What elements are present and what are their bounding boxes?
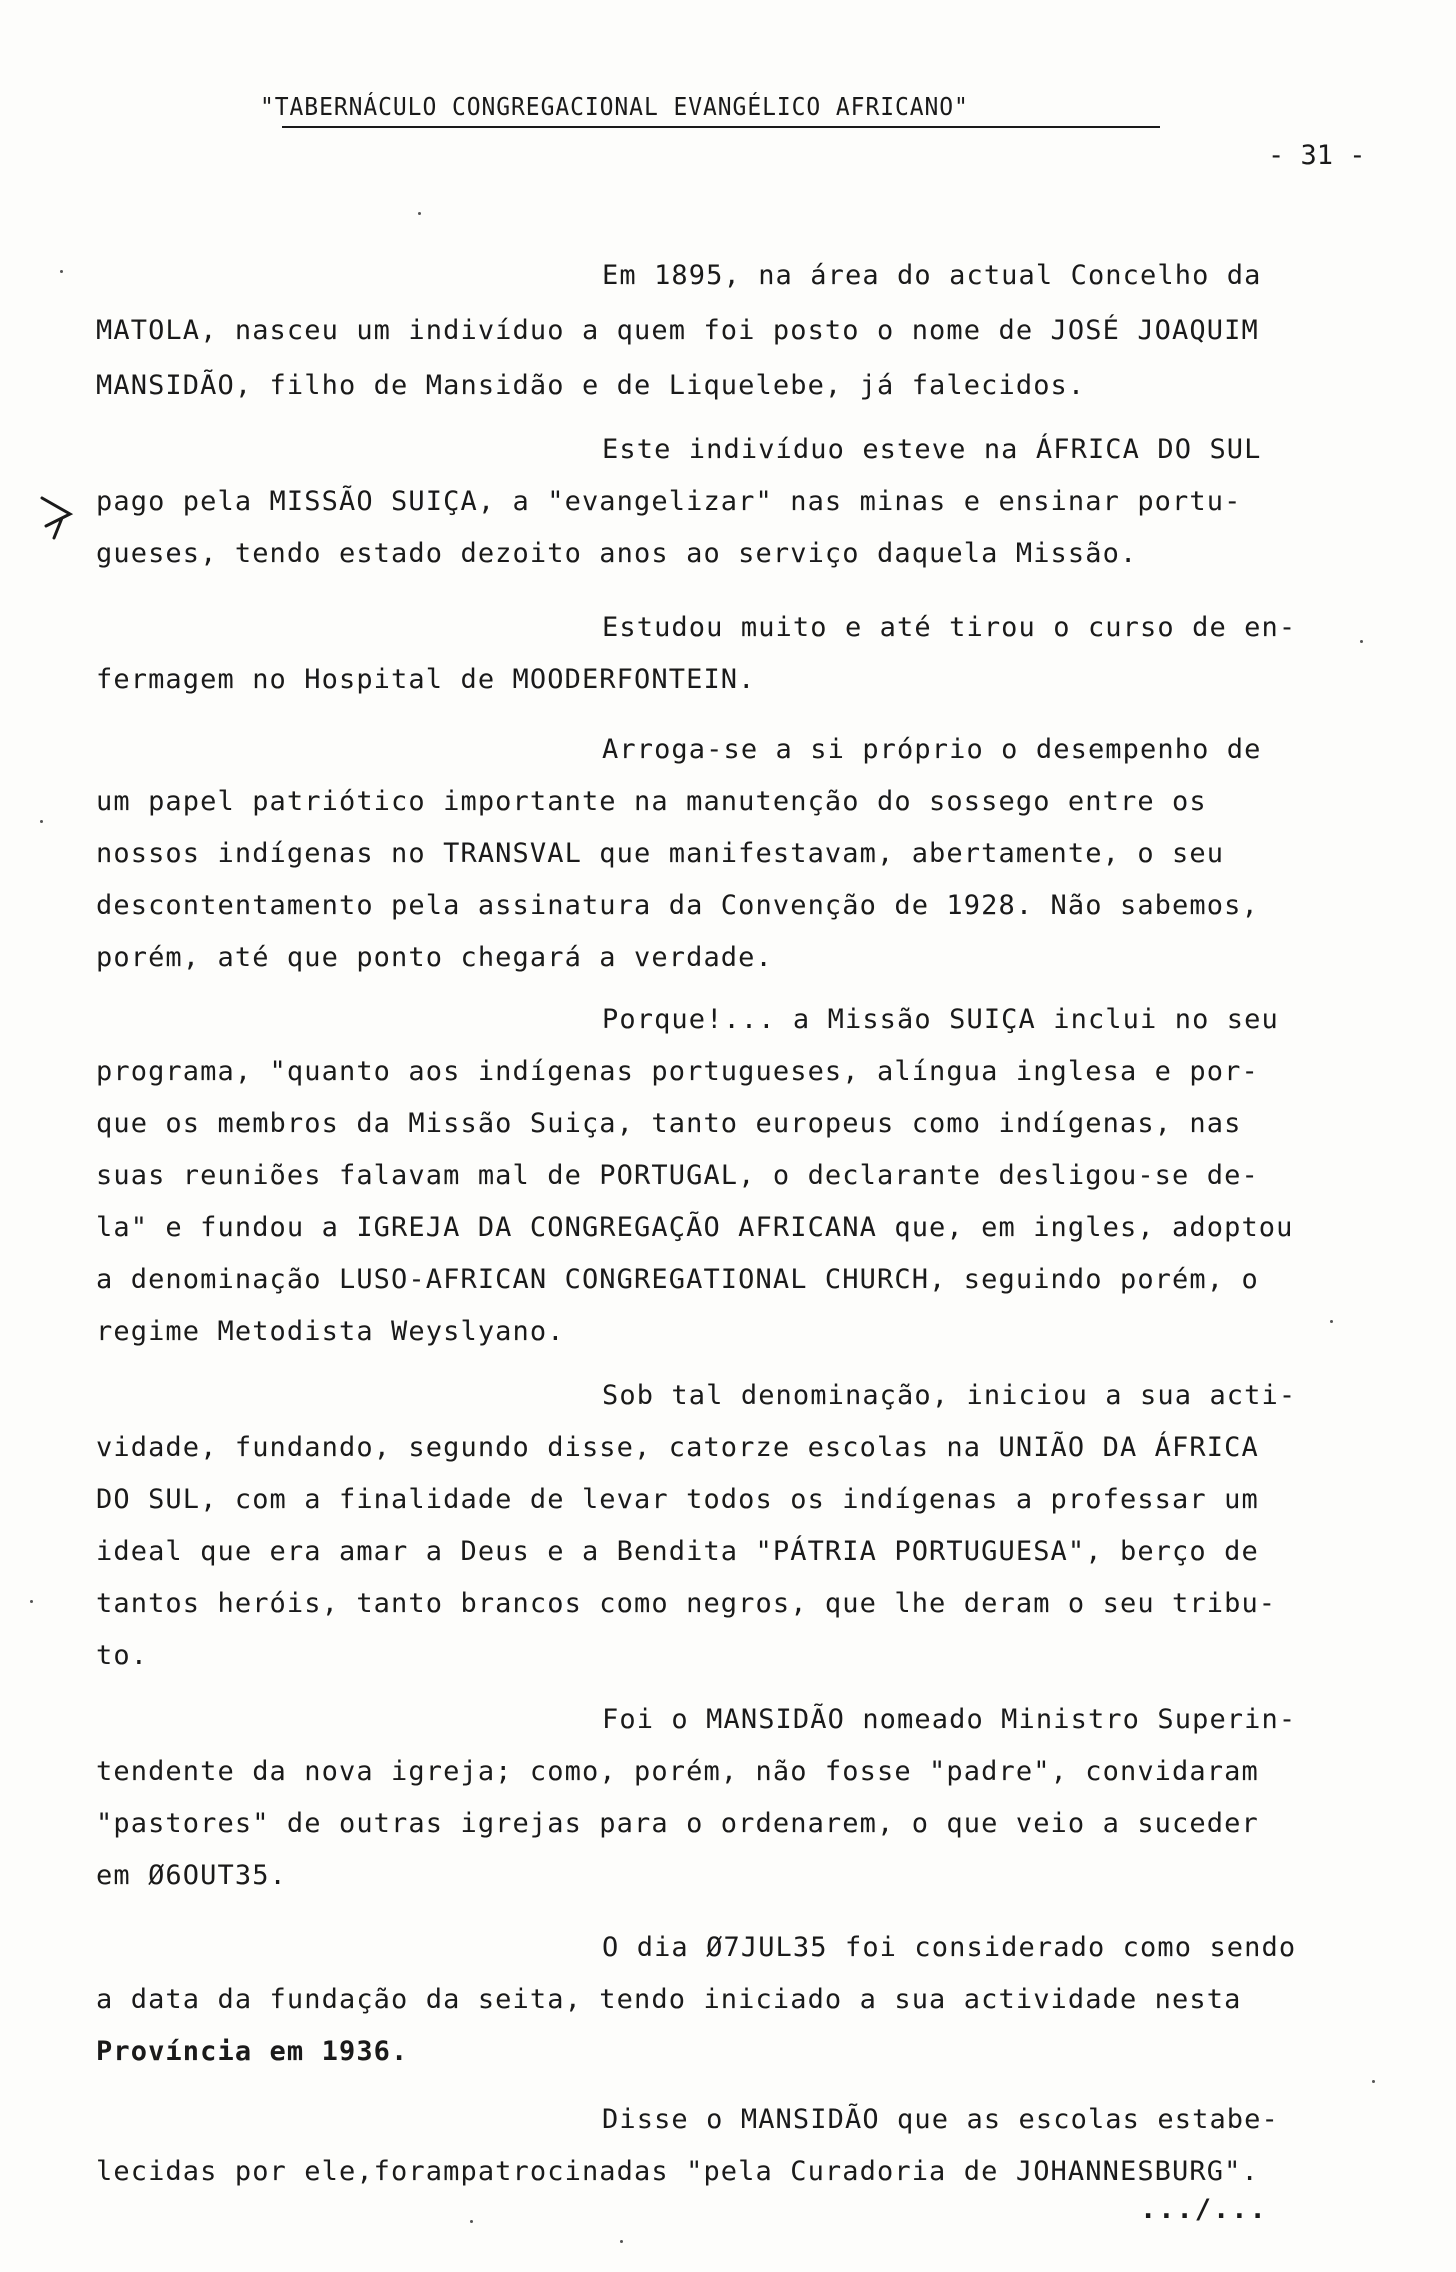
text-line: porém, até que ponto chegará a verdade. [96, 942, 773, 973]
text-line: a denominação LUSO-AFRICAN CONGREGATIONAL CHURCH, seguindo porém, o [96, 1264, 1259, 1295]
text-line: regime Metodista Weyslyano. [96, 1316, 565, 1347]
text-line: fermagem no Hospital de MOODERFONTEIN. [96, 664, 756, 695]
text-line: MANSIDÃO, filho de Mansidão e de Liquelebe, já falecidos. [96, 370, 1086, 401]
scan-speck [470, 2220, 473, 2223]
text-line: programa, "quanto aos indígenas portugueses, alíngua inglesa e por- [96, 1056, 1259, 1087]
text-line: suas reuniões falavam mal de PORTUGAL, o declarante desligou-se de- [96, 1160, 1259, 1191]
text-line: Este indivíduo esteve na ÁFRICA DO SUL [602, 434, 1262, 465]
text-line: ideal que era amar a Deus e a Bendita "PÁTRIA PORTUGUESA", berço de [96, 1536, 1259, 1567]
scan-speck [418, 212, 421, 215]
text-line: descontentamento pela assinatura da Convenção de 1928. Não sabemos, [96, 890, 1259, 921]
text-line: MATOLA, nasceu um indivíduo a quem foi posto o nome de JOSÉ JOAQUIM [96, 315, 1259, 346]
continuation-mark: .../... [1140, 2194, 1268, 2225]
scan-speck [620, 2240, 623, 2243]
page-number: - 31 - [1268, 140, 1366, 171]
text-line: vidade, fundando, segundo disse, catorze escolas na UNIÃO DA ÁFRICA [96, 1432, 1259, 1463]
scan-speck [60, 270, 63, 273]
text-line: tendente da nova igreja; como, porém, não fosse "padre", convidaram [96, 1756, 1259, 1787]
text-line: la" e fundou a IGREJA DA CONGREGAÇÃO AFRICANA que, em ingles, adoptou [96, 1212, 1294, 1243]
text-line [96, 311, 1259, 351]
text-line: um papel patriótico importante na manutenção do sossego entre os [96, 786, 1207, 817]
text-line: Província em 1936. [96, 2036, 409, 2067]
margin-annotation-mark [40, 492, 74, 540]
text-line: O dia Ø7JUL35 foi considerado como sendo [602, 1932, 1297, 1963]
document-title: "TABERNÁCULO CONGREGACIONAL EVANGÉLICO AFRICANO" [260, 92, 969, 121]
text-line: em Ø6OUT35. [96, 1860, 287, 1891]
text-line: Estudou muito e até tirou o curso de en- [602, 612, 1297, 643]
text-line: Disse o MANSIDÃO que as escolas estabe- [602, 2104, 1279, 2135]
text-line: Sob tal denominação, iniciou a sua acti- [602, 1380, 1297, 1411]
text-line: "pastores" de outras igrejas para o ordenarem, o que veio a suceder [96, 1808, 1259, 1839]
scan-speck [1372, 2080, 1375, 2083]
text-line: Arroga-se a si próprio o desempenho de [602, 734, 1262, 765]
text-line: que os membros da Missão Suiça, tanto europeus como indígenas, nas [96, 1108, 1242, 1139]
text-line: tantos heróis, tanto brancos como negros, que lhe deram o seu tribu- [96, 1588, 1277, 1619]
text-line: nossos indígenas no TRANSVAL que manifestavam, abertamente, o seu [96, 838, 1225, 869]
text-line: DO SUL, com a finalidade de levar todos os indígenas a professar um [96, 1484, 1259, 1515]
scan-speck [1330, 1320, 1333, 1323]
scan-speck [30, 1600, 33, 1603]
text-line: Foi o MANSIDÃO nomeado Ministro Superin- [602, 1704, 1297, 1735]
text-line: lecidas por ele,forampatrocinadas "pela Curadoria de JOHANNESBURG". [96, 2156, 1259, 2187]
scan-speck [40, 820, 43, 823]
text-line: a data da fundação da seita, tendo iniciado a sua actividade nesta [96, 1984, 1242, 2015]
scan-speck [1360, 640, 1363, 643]
text-line: to. [96, 1640, 149, 1671]
text-line: gueses, tendo estado dezoito anos ao serviço daquela Missão. [96, 538, 1138, 569]
text-line: Porque!... a Missão SUIÇA inclui no seu [602, 1004, 1279, 1035]
title-underline [282, 126, 1160, 128]
text-line: Em 1895, na área do actual Concelho da [602, 260, 1262, 291]
text-line: pago pela MISSÃO SUIÇA, a "evangelizar" nas minas e ensinar portu- [96, 486, 1242, 517]
